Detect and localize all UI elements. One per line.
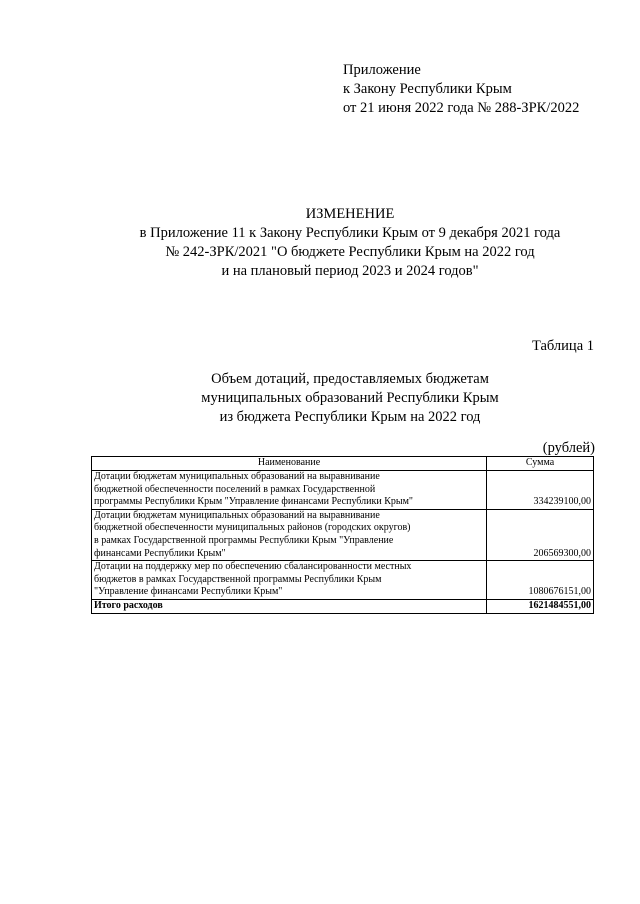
heading-line-1: в Приложение 11 к Закону Республики Крым от 9 декабря 2021 года bbox=[139, 225, 561, 241]
row-name-line: бюджетной обеспеченности поселений в рамках Государственной bbox=[94, 483, 376, 495]
appendix-line-3: от 21 июня 2022 года № 288-ЗРК/2022 bbox=[343, 100, 580, 116]
appendix-reference bbox=[343, 61, 579, 118]
row-name-line: программы Республики Крым "Управление финансами Республики Крым" bbox=[94, 496, 413, 508]
row-name-cell bbox=[92, 471, 487, 510]
row-name-line: финансами Республики Крым" bbox=[94, 547, 226, 559]
row-name-cell bbox=[92, 561, 487, 600]
row-name-cell bbox=[92, 509, 487, 560]
heading-title: ИЗМЕНЕНИЕ bbox=[305, 206, 395, 222]
table-title-line-3: из бюджета Республики Крым на 2022 год bbox=[219, 409, 481, 425]
appendix-line-2: к Закону Республики Крым bbox=[343, 81, 512, 97]
total-row bbox=[92, 599, 594, 613]
appendix-line-1: Приложение bbox=[343, 62, 421, 78]
row-name-line: Дотации бюджетам муниципальных образований на выравнивание bbox=[94, 509, 380, 521]
table-number-label: Таблица 1 bbox=[531, 338, 594, 354]
table-title-line-1: Объем дотаций, предоставляемых бюджетам bbox=[211, 371, 489, 387]
row-name-line: Дотации на поддержку мер по обеспечению сбалансированности местных bbox=[94, 561, 412, 573]
row-amount-cell: 206569300,00 bbox=[487, 509, 594, 560]
table-header-row bbox=[92, 457, 594, 471]
row-amount-cell: 334239100,00 bbox=[487, 471, 594, 510]
table-row bbox=[92, 509, 594, 560]
subsidies-table bbox=[91, 456, 594, 614]
row-name-line: в рамках Государственной программы Республики Крым "Управление bbox=[94, 534, 394, 546]
row-name-line: "Управление финансами Республики Крым" bbox=[94, 586, 283, 598]
table-title bbox=[60, 370, 640, 427]
row-name-line: Дотации бюджетам муниципальных образований на выравнивание bbox=[94, 471, 380, 482]
table-title-line-2: муниципальных образований Республики Крым bbox=[201, 390, 499, 406]
row-amount-cell: 1080676151,00 bbox=[487, 561, 594, 600]
header-amount: Сумма bbox=[487, 457, 594, 471]
header-name: Наименование bbox=[92, 457, 487, 471]
heading-line-3: и на плановый период 2023 и 2024 годов" bbox=[221, 263, 479, 279]
document-heading bbox=[60, 205, 640, 281]
row-name-line: бюджетов в рамках Государственной программы Республики Крым bbox=[94, 573, 382, 585]
currency-units: (рублей) bbox=[542, 440, 595, 456]
heading-line-2: № 242-ЗРК/2021 "О бюджете Республики Крым на 2022 год bbox=[165, 244, 535, 260]
row-name-line: бюджетной обеспеченности муниципальных районов (городских округов) bbox=[94, 522, 411, 534]
table-row bbox=[92, 471, 594, 510]
total-label: Итого расходов bbox=[92, 599, 487, 613]
table-row bbox=[92, 561, 594, 600]
total-amount: 1621484551,00 bbox=[487, 599, 594, 613]
